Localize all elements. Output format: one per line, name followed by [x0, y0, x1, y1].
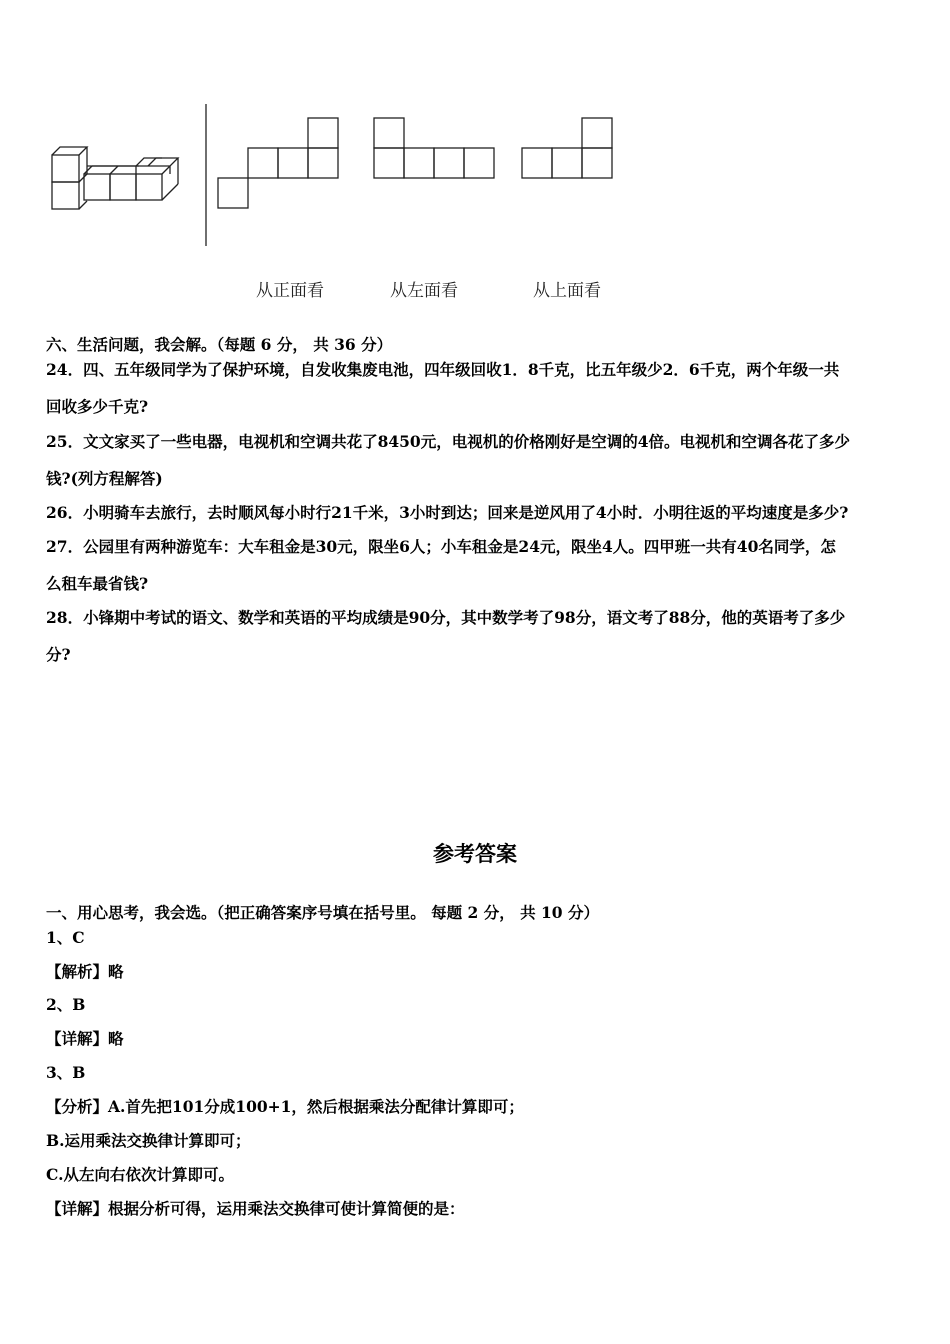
question-25-line-2: 钱?(列方程解答): [46, 469, 163, 488]
answer-3-option-b: B.运用乘法交换律计算即可；: [46, 1131, 251, 1150]
answer-1-note: 【解析】略: [46, 962, 124, 981]
top-view-drawing: [522, 118, 612, 178]
question-26: 26．小明骑车去旅行，去时顺风每小时行21千米，3小时到达；回来是逆风用了4小时．小明往返的平均速度是多少?: [46, 503, 849, 522]
question-28-line-2: 分?: [46, 645, 71, 664]
answers-title: 参考答案: [433, 842, 517, 866]
answer-3-analysis: 【分析】A.首先把101分成100+1，然后根据乘法分配律计算即可；: [46, 1097, 524, 1116]
cube-views-drawing: [0, 0, 950, 270]
answer-3: 3、B: [46, 1063, 86, 1082]
answer-3-detail: 【详解】根据分析可得，运用乘法交换律可使计算简便的是：: [46, 1199, 465, 1218]
answers-section-1-heading: 一、用心思考，我会选。（把正确答案序号填在括号里。 每题 2 分， 共 10 分）: [46, 903, 599, 922]
answer-2-note: 【详解】略: [46, 1029, 124, 1048]
three-view-figure: [0, 0, 950, 320]
section-6-heading: 六、生活问题，我会解。（每题 6 分， 共 36 分）: [46, 335, 393, 354]
question-24-line-2: 回收多少千克?: [46, 397, 149, 416]
front-view-label: 从正面看: [256, 281, 324, 301]
left-view-label: 从左面看: [390, 281, 458, 301]
left-view-drawing: [374, 118, 494, 178]
question-28-line-1: 28．小锋期中考试的语文、数学和英语的平均成绩是90分，其中数学考了98分，语文考了88分，他的英语考了多少: [46, 608, 846, 627]
answer-3-option-c: C.从左向右依次计算即可。: [46, 1165, 234, 1184]
front-view-drawing: [218, 118, 338, 208]
question-27-line-1: 27．公园里有两种游览车：大车租金是30元，限坐6人；小车租金是24元，限坐4人。四甲班一共有40名同学，怎: [46, 537, 836, 556]
answer-1: 1、C: [46, 928, 85, 947]
top-view-label: 从上面看: [533, 281, 601, 301]
question-27-line-2: 么租车最省钱?: [46, 574, 149, 593]
answer-2: 2、B: [46, 995, 86, 1014]
question-25-line-1: 25．文文家买了一些电器，电视机和空调共花了8450元，电视机的价格刚好是空调的4倍。电视机和空调各花了多少: [46, 432, 850, 451]
cube-solid-3d: [52, 147, 178, 209]
question-24-line-1: 24．四、五年级同学为了保护环境，自发收集废电池，四年级回收1．8千克，比五年级少2．6千克，两个年级一共: [46, 360, 840, 379]
